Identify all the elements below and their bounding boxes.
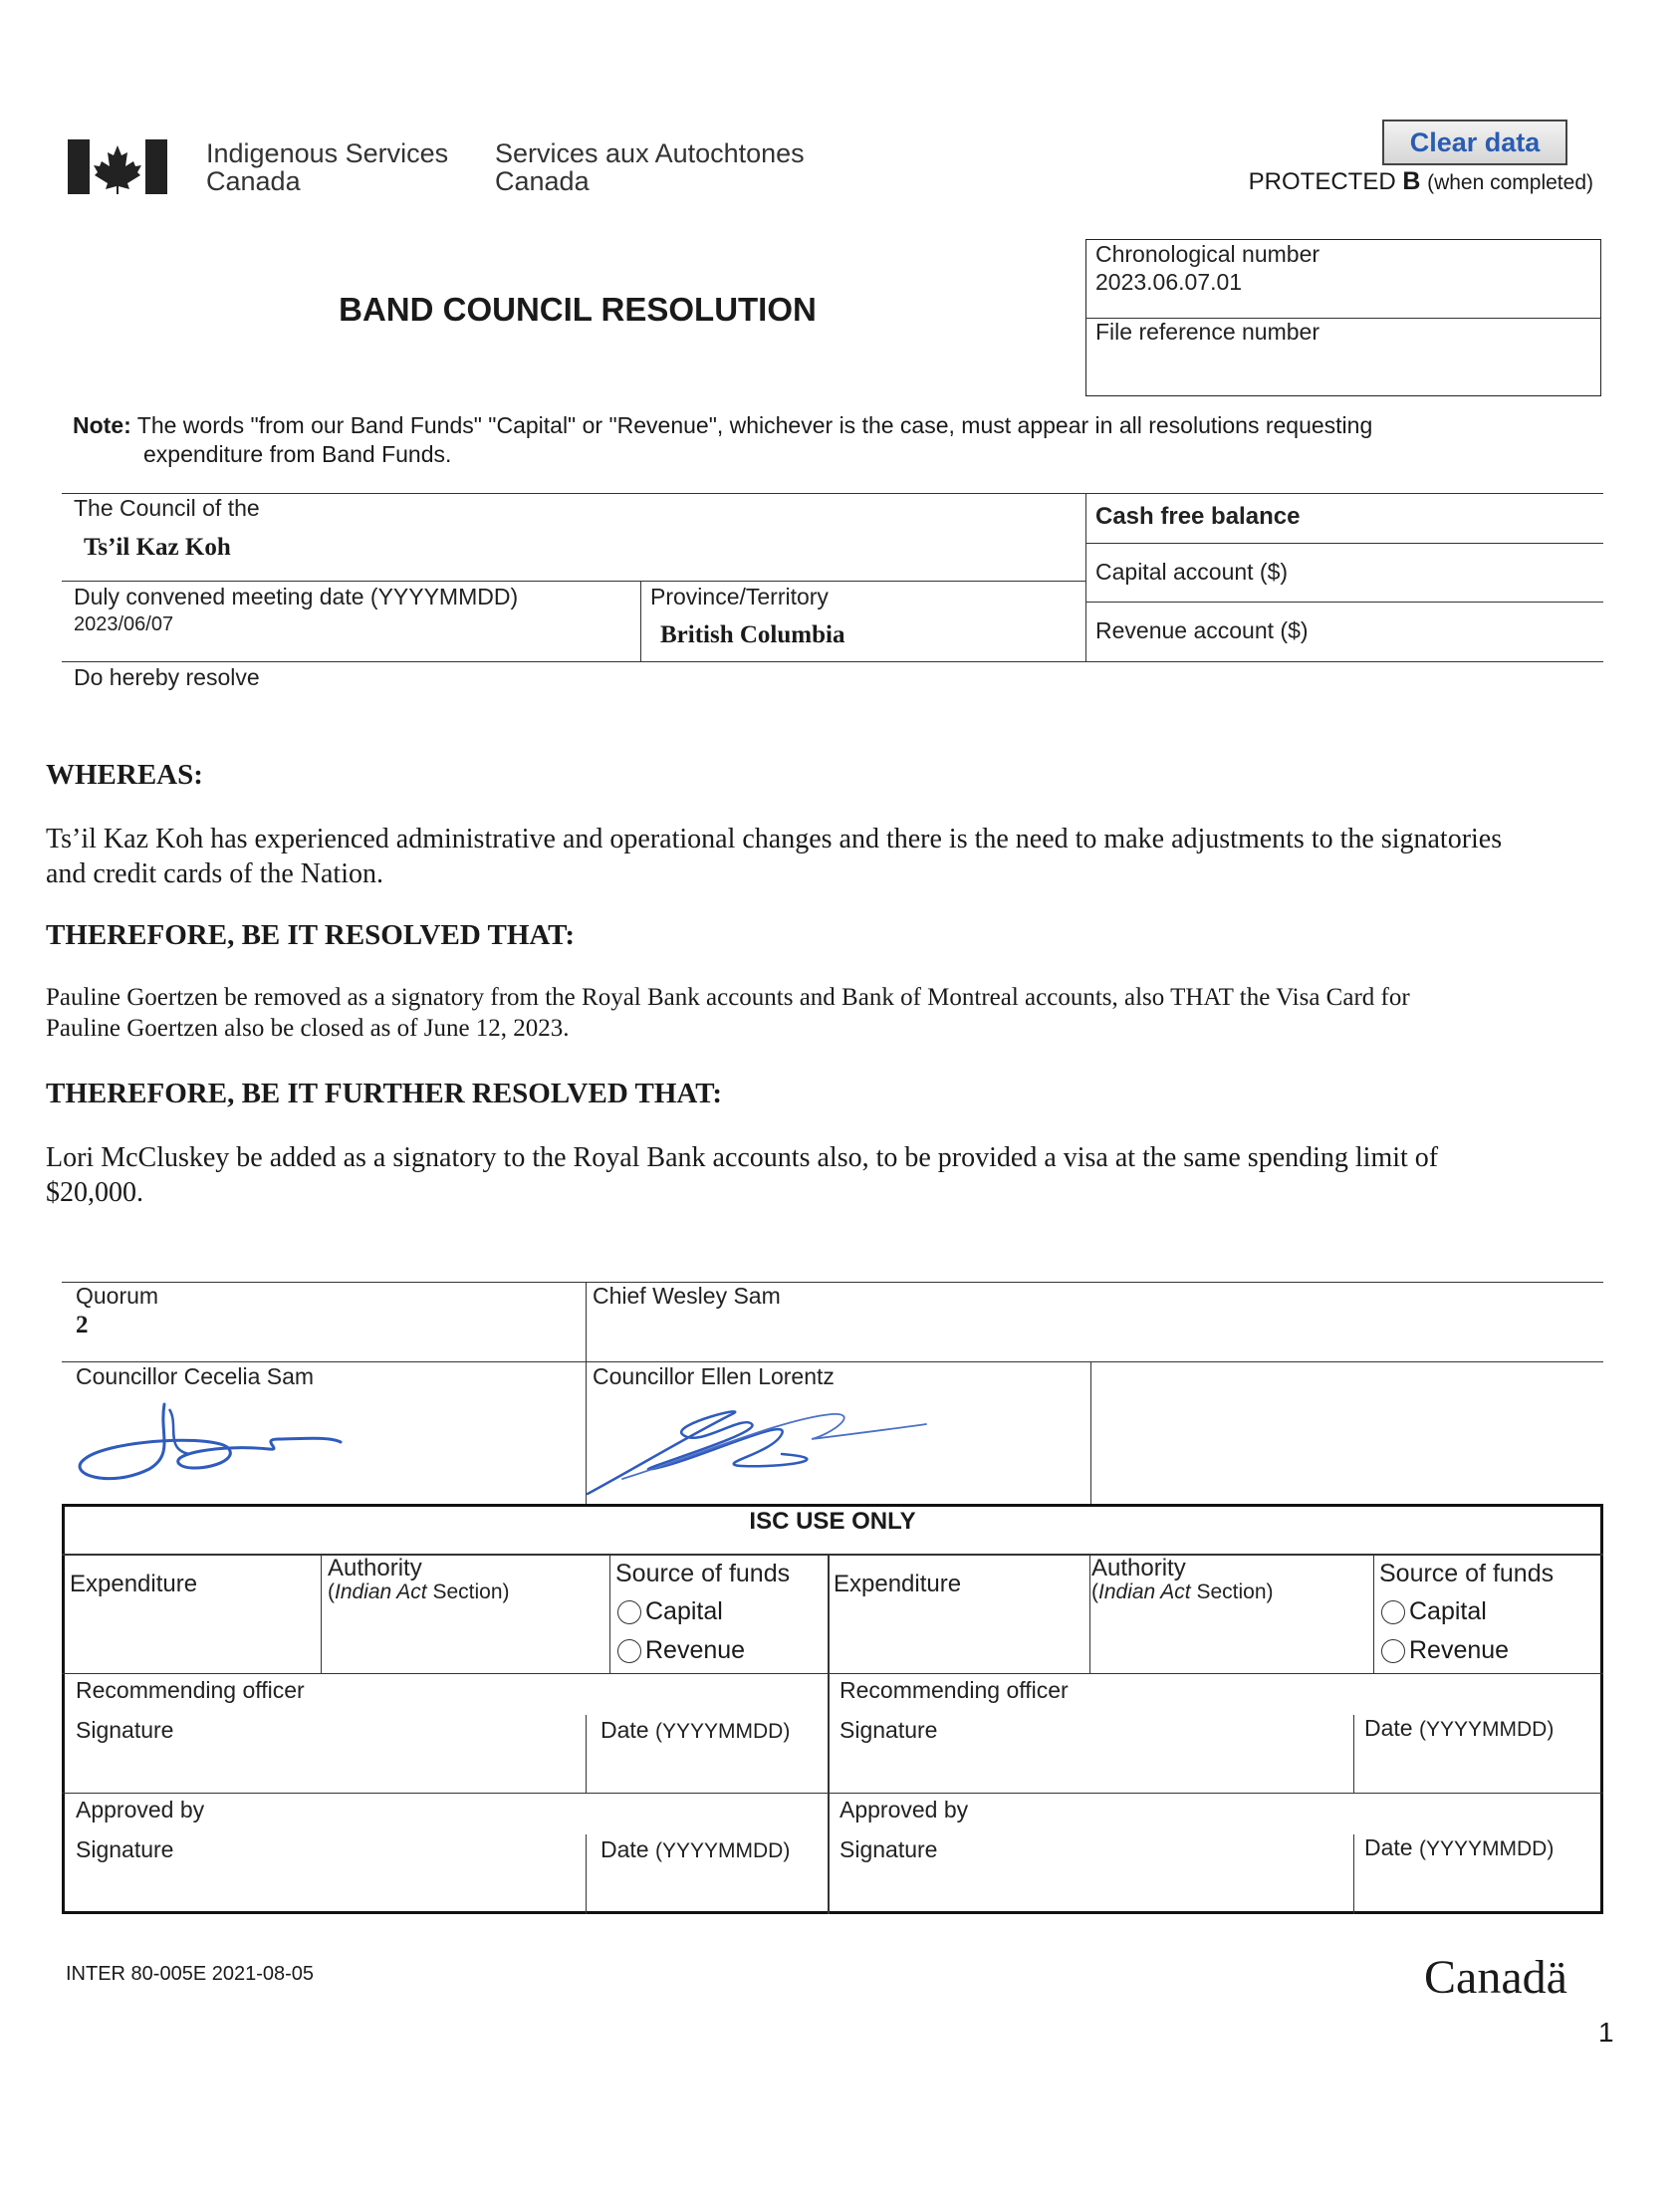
province-label: Province/Territory xyxy=(650,584,829,609)
dept-name-fr xyxy=(495,139,805,195)
dept-name-fr-line2: Canada xyxy=(495,166,590,196)
protected-level: B xyxy=(1402,167,1421,195)
isc-line-funds xyxy=(62,1673,1603,1674)
isc-approved-label-left: Approved by xyxy=(76,1797,205,1822)
resolve-label: Do hereby resolve xyxy=(74,664,260,690)
grid-vline-right xyxy=(1085,493,1086,661)
grid-vline-mid xyxy=(640,581,641,661)
form-title: BAND COUNCIL RESOLUTION xyxy=(339,291,817,328)
isc-capital-label-right: Capital xyxy=(1409,1597,1487,1625)
isc-app-signature-label-left: Signature xyxy=(76,1836,174,1862)
isc-authority-section-text-right: Section) xyxy=(1196,1580,1274,1603)
isc-capital-option-left[interactable] xyxy=(617,1597,723,1626)
grid-line-mid-left xyxy=(62,581,1085,582)
canada-wordmark: Canadä xyxy=(1424,1951,1567,2004)
canada-flag-icon xyxy=(68,139,167,194)
revenue-radio-icon[interactable] xyxy=(1381,1639,1405,1663)
whereas-line1: Ts’il Kaz Koh has experienced administrative and operational changes and there is the need to make adjustments to the signatories xyxy=(46,824,1503,854)
isc-rec-date-label-left: Date xyxy=(600,1717,649,1743)
isc-authority-left xyxy=(328,1557,510,1604)
capital-radio-icon[interactable] xyxy=(1381,1600,1405,1624)
note-text-line1: The words "from our Band Funds" "Capital" or "Revenue", whichever is the case, must appear in all resolutions requesting xyxy=(136,412,1373,438)
quorum-field[interactable]: 2 xyxy=(76,1312,89,1338)
isc-vline-date-3 xyxy=(586,1834,587,1914)
form-code: INTER 80-005E 2021-08-05 xyxy=(66,1963,315,1985)
council-label: The Council of the xyxy=(74,495,260,521)
file-reference-label: File reference number xyxy=(1095,319,1320,345)
isc-authority-right xyxy=(1091,1557,1274,1604)
isc-app-date-left xyxy=(600,1836,790,1863)
whereas-line2: and credit cards of the Nation. xyxy=(46,858,383,889)
councillor1-name: Councillor Cecelia Sam xyxy=(76,1363,315,1389)
sig-vline-2 xyxy=(1090,1361,1091,1504)
isc-source-label-left: Source of funds xyxy=(615,1560,791,1587)
grid-line-top xyxy=(62,493,1603,494)
meeting-date-field[interactable]: 2023/06/07 xyxy=(74,613,174,635)
sig-line-top xyxy=(62,1282,1603,1283)
isc-recommending-label-right: Recommending officer xyxy=(840,1677,1069,1703)
isc-rec-date-left xyxy=(600,1717,790,1744)
quorum-label: Quorum xyxy=(76,1283,159,1309)
isc-vline-center xyxy=(828,1554,830,1914)
isc-vline-right-a xyxy=(1089,1554,1090,1673)
province-field[interactable]: British Columbia xyxy=(660,621,845,648)
isc-revenue-label-left: Revenue xyxy=(645,1636,746,1664)
dept-name-fr-line1: Services aux Autochtones xyxy=(495,138,805,168)
isc-app-date-label-right: Date xyxy=(1364,1834,1413,1860)
isc-vline-date-4 xyxy=(1353,1834,1354,1914)
isc-app-date-fmt-right: (YYYYMMDD) xyxy=(1418,1837,1555,1860)
revenue-account-label: Revenue account ($) xyxy=(1095,617,1309,643)
isc-expenditure-label-right: Expenditure xyxy=(834,1571,962,1597)
isc-line-header xyxy=(62,1554,1603,1556)
isc-rec-date-fmt-left: (YYYYMMDD) xyxy=(654,1720,791,1743)
chronological-number-field[interactable]: 2023.06.07.01 xyxy=(1095,269,1243,295)
funds-note xyxy=(73,411,1527,469)
chronological-number-label: Chronological number xyxy=(1095,241,1320,267)
page-number: 1 xyxy=(1598,2017,1614,2048)
chief-name: Chief Wesley Sam xyxy=(593,1283,781,1309)
isc-authority-label-right: Authority xyxy=(1091,1555,1186,1581)
isc-vline-left-a xyxy=(321,1554,322,1673)
isc-recommending-label-left: Recommending officer xyxy=(76,1677,305,1703)
isc-revenue-option-right[interactable] xyxy=(1381,1636,1509,1665)
further-line1: Lori McCluskey be added as a signatory to the Royal Bank accounts also, to be provided a visa at the same spending limit of xyxy=(46,1142,1439,1173)
isc-line-recommending xyxy=(62,1793,1603,1794)
isc-authority-section-left: (Indian Act Section) xyxy=(328,1580,510,1603)
protected-prefix: PROTECTED xyxy=(1248,168,1396,195)
councillor2-name: Councillor Ellen Lorentz xyxy=(593,1363,835,1389)
isc-vline-right-b xyxy=(1373,1554,1374,1673)
dept-name-en-line1: Indigenous Services xyxy=(206,138,449,168)
capital-account-label: Capital account ($) xyxy=(1095,559,1289,585)
isc-vline-left-b xyxy=(609,1554,610,1673)
isc-app-date-fmt-left: (YYYYMMDD) xyxy=(654,1839,791,1862)
whereas-text xyxy=(46,822,1619,891)
protected-label xyxy=(1155,167,1593,196)
grid-line-bottom xyxy=(62,661,1603,662)
cash-balance-label: Cash free balance xyxy=(1095,503,1301,530)
sig-line-mid xyxy=(62,1361,1603,1362)
isc-app-signature-label-right: Signature xyxy=(840,1836,938,1862)
dept-name-en xyxy=(206,139,448,195)
isc-capital-label-left: Capital xyxy=(645,1597,723,1625)
therefore-line1: Pauline Goertzen be removed as a signatory from the Royal Bank accounts and Bank of Montreal accounts, also THAT the Visa Card for xyxy=(46,984,1410,1011)
meeting-date-label: Duly convened meeting date (YYYYMMDD) xyxy=(74,584,519,609)
revenue-radio-icon[interactable] xyxy=(617,1639,641,1663)
whereas-heading: WHEREAS: xyxy=(46,759,203,791)
isc-vline-date-2 xyxy=(1353,1715,1354,1793)
isc-authority-act-left: Indian Act xyxy=(335,1580,427,1603)
isc-rec-signature-label-left: Signature xyxy=(76,1717,174,1743)
isc-authority-act-right: Indian Act xyxy=(1098,1580,1191,1603)
note-label: Note: xyxy=(73,412,131,438)
therefore-line2: Pauline Goertzen also be closed as of June 12, 2023. xyxy=(46,1015,570,1042)
councillor1-signature-image xyxy=(70,1394,359,1489)
council-name-field[interactable]: Ts’il Kaz Koh xyxy=(84,534,231,561)
councillor2-signature-image xyxy=(583,1394,931,1504)
further-line2: $20,000. xyxy=(46,1177,143,1208)
isc-rec-date-label-right: Date xyxy=(1364,1715,1413,1741)
isc-authority-label-left: Authority xyxy=(328,1555,422,1581)
isc-vline-date-1 xyxy=(586,1715,587,1793)
isc-app-date-right xyxy=(1364,1834,1554,1861)
note-text-line2: expenditure from Band Funds. xyxy=(143,441,452,467)
isc-authority-section-right: (Indian Act Section) xyxy=(1091,1580,1274,1603)
protected-suffix: (when completed) xyxy=(1427,171,1593,194)
capital-radio-icon[interactable] xyxy=(617,1600,641,1624)
isc-approved-label-right: Approved by xyxy=(840,1797,969,1822)
isc-rec-signature-label-right: Signature xyxy=(840,1717,938,1743)
further-heading: THEREFORE, BE IT FURTHER RESOLVED THAT: xyxy=(46,1078,723,1109)
isc-rec-date-right xyxy=(1364,1715,1554,1742)
isc-expenditure-label-left: Expenditure xyxy=(70,1571,198,1597)
clear-data-button[interactable]: Clear data xyxy=(1382,120,1567,165)
therefore-text xyxy=(46,982,1619,1044)
therefore-heading: THEREFORE, BE IT RESOLVED THAT: xyxy=(46,919,576,951)
grid-line-capital xyxy=(1085,602,1603,603)
isc-source-label-right: Source of funds xyxy=(1379,1560,1555,1587)
file-reference-field[interactable] xyxy=(1095,349,1583,380)
isc-app-date-label-left: Date xyxy=(600,1836,649,1862)
isc-rec-date-fmt-right: (YYYYMMDD) xyxy=(1418,1718,1555,1741)
isc-authority-section-text-left: Section) xyxy=(432,1580,510,1603)
isc-revenue-option-left[interactable] xyxy=(617,1636,745,1665)
isc-capital-option-right[interactable] xyxy=(1381,1597,1487,1626)
further-text xyxy=(46,1140,1619,1210)
grid-line-cash xyxy=(1085,543,1603,544)
isc-revenue-label-right: Revenue xyxy=(1409,1636,1510,1664)
isc-heading: ISC USE ONLY xyxy=(749,1508,916,1535)
dept-name-en-line2: Canada xyxy=(206,166,301,196)
